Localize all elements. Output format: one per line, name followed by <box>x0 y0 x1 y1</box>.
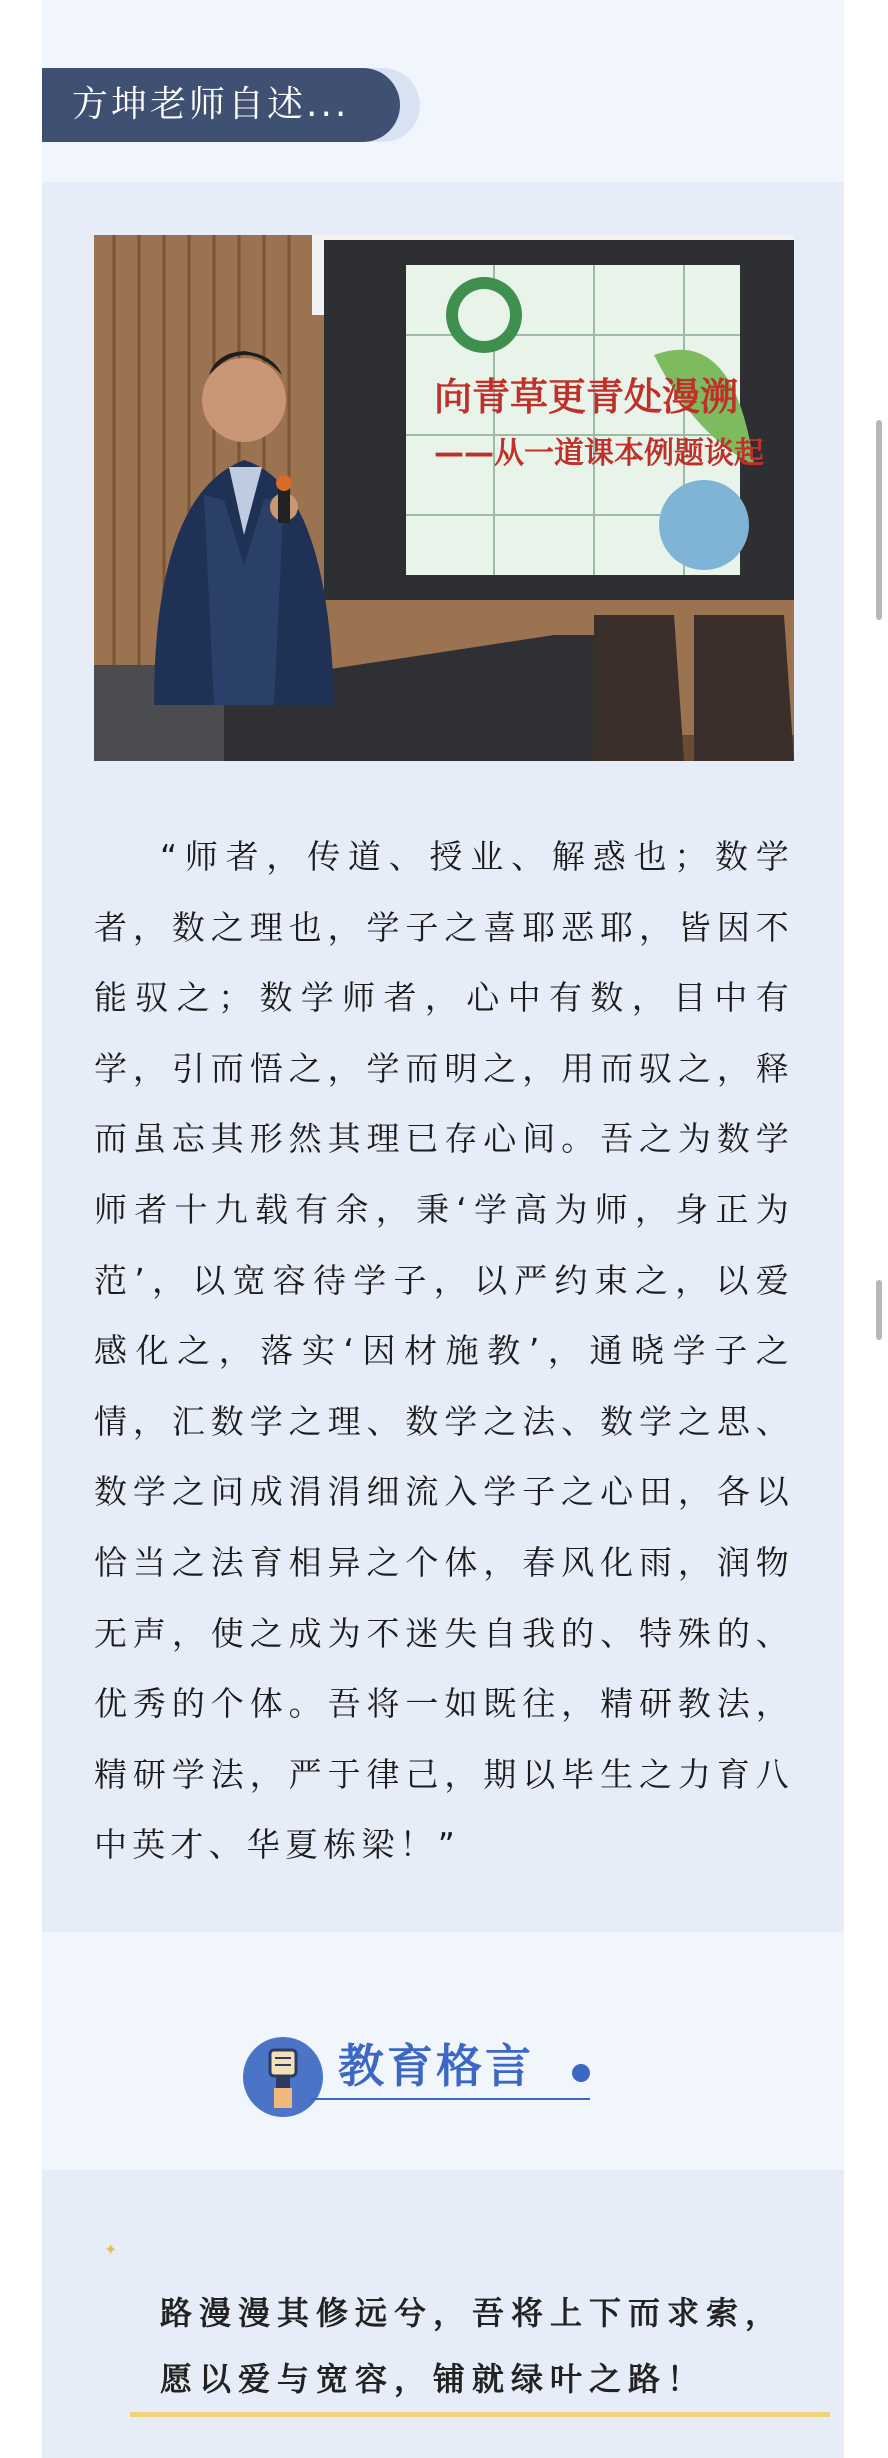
motto-section-header <box>240 2030 600 2122</box>
title-dot <box>572 2064 590 2082</box>
scrollbar-thumb[interactable] <box>876 420 882 620</box>
motto-title: 教育格言 <box>338 2039 534 2093</box>
header-tag: 方坤老师自述... <box>42 68 400 142</box>
title-underline <box>310 2098 590 2100</box>
slide-subtitle: ——从一道课本例题谈起 <box>434 436 764 471</box>
motto-line-1: 路漫漫其修远兮，吾将上下而求索， <box>160 2294 785 2332</box>
statement-paragraph: “师者，传道、授业、解惑也；数学者，数之理也，学子之喜耶恶耶，皆因不能驭之；数学师者，心中有数，目中有学，引而悟之，学而明之，用而驭之，释而虽忘其形然其理已存心间。吾之为数学师者十九载有余，秉‘学高为师，身正为范’，以宽容待学子，以严约束之，以爱感化之，落实‘因材施教’，通晓学子之情，汇数学之理、数学之法、数学之思、数学之问成涓涓细流入学子之心田，各以恰当之法育相异之个体，春风化雨，润物无声，使之成为不迷失自我的、特殊的、优秀的个体。吾将一如既往，精研教法，精研学法，严于律己，期以毕生之力育八中英才、华夏栋梁！” <box>94 837 794 1865</box>
motto-underline <box>130 2412 830 2417</box>
scrollbar-thumb-secondary[interactable] <box>876 1280 882 1340</box>
sparkle-icon: ✦ <box>104 2240 118 2259</box>
motto-line-2: 愿以爱与宽容，铺就绿叶之路！ <box>160 2360 707 2398</box>
microphone-icon <box>240 2034 326 2120</box>
slide-title: 向青草更青处漫溯 <box>434 375 739 419</box>
teacher-photo <box>94 235 794 761</box>
